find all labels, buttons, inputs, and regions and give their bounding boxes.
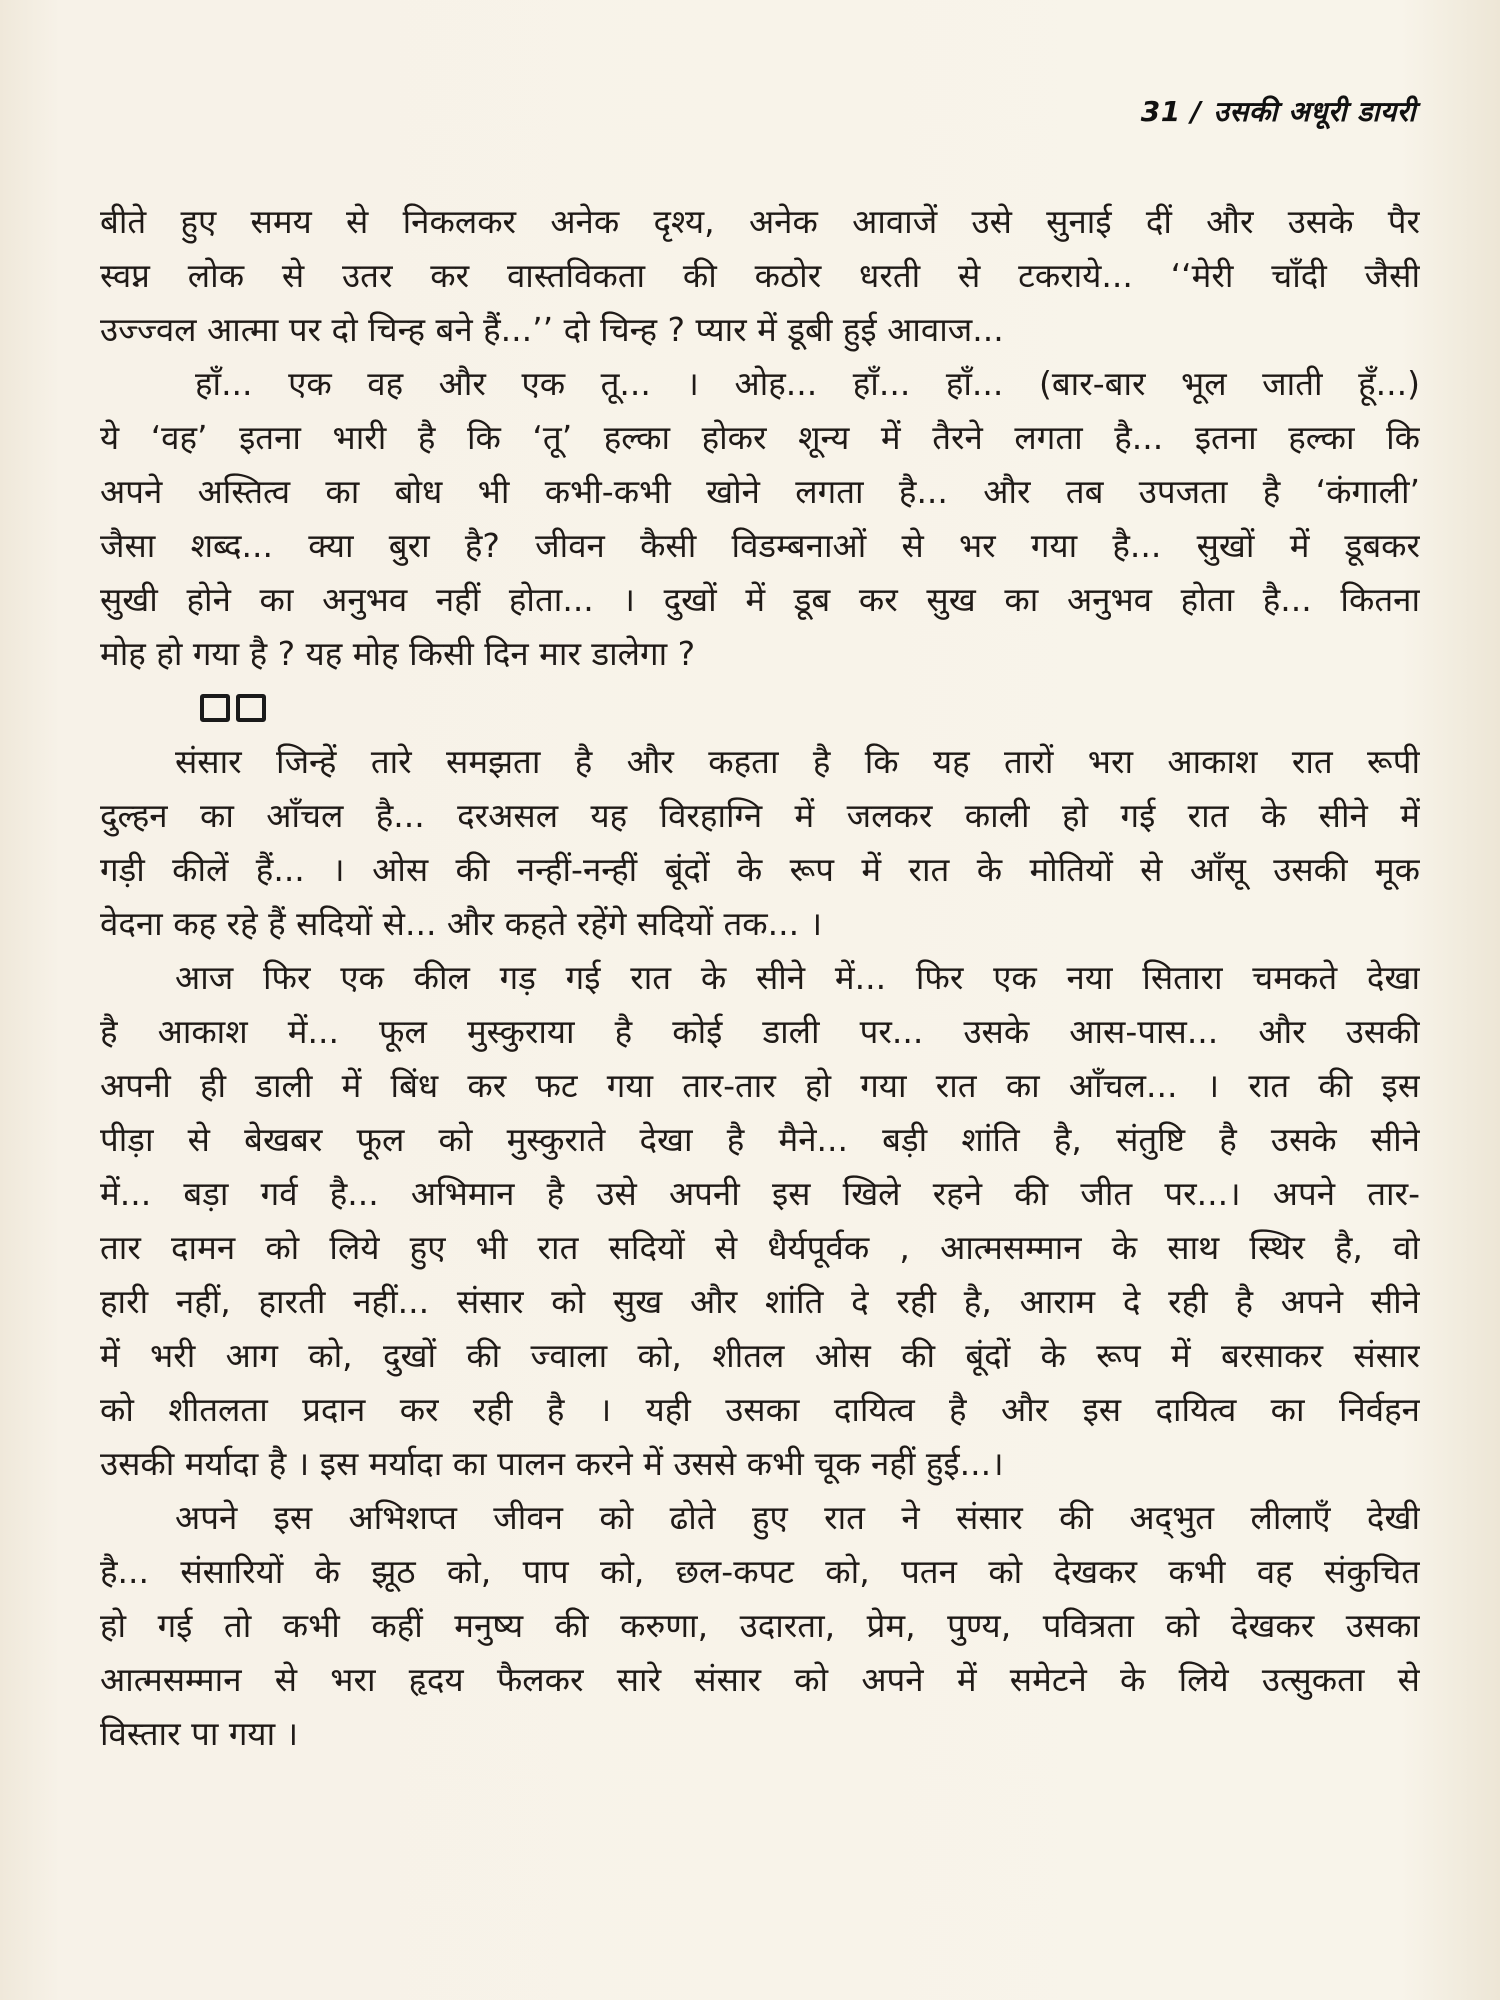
book-title: उसकी अधूरी डायरी [1213, 95, 1416, 128]
text-line: पीड़ा से बेखबर फूल को मुस्कुराते देखा है मैने... बड़ी शांति है, संतुष्टि है उसके सीने [100, 1120, 1420, 1159]
text-line: मोह हो गया है ? यह मोह किसी दिन मार डालेगा ? [100, 634, 696, 673]
text-line: हो गई तो कभी कहीं मनुष्य की करुणा, उदारता, प्रेम, पुण्य, पवित्रता को देखकर उसका [100, 1606, 1420, 1645]
text-line: में भरी आग को, दुखों की ज्वाला को, शीतल ओस की बूंदों के रूप में बरसाकर संसार [100, 1336, 1420, 1375]
text-line: हारी नहीं, हारती नहीं... संसार को सुख और शांति दे रही है, आराम दे रही है अपने सीने [100, 1282, 1420, 1321]
square-ornament-icon [236, 694, 266, 722]
text-line: में... बड़ा गर्व है... अभिमान है उसे अपनी इस खिले रहने की जीत पर...। अपने तार- [100, 1174, 1420, 1213]
page-number: 31 [1140, 95, 1181, 128]
text-line: को शीतलता प्रदान कर रही है । यही उसका दायित्व है और इस दायित्व का निर्वहन [100, 1390, 1420, 1429]
text-line: अपने इस अभिशप्त जीवन को ढोते हुए रात ने संसार की अद्‌भुत लीलाएँ देखी [175, 1498, 1420, 1537]
text-line: दुल्हन का आँचल है... दरअसल यह विरहाग्नि में जलकर काली हो गई रात के सीने में [100, 796, 1420, 835]
text-line: है आकाश में... फूल मुस्कुराया है कोई डाली पर... उसके आस-पास... और उसकी [100, 1012, 1420, 1051]
body-text [100, 195, 1420, 1761]
text-line: गड़ी कीलें हैं... । ओस की नन्हीं-नन्हीं बूंदों के रूप में रात के मोतियों से आँसू उसकी मूक [100, 850, 1420, 889]
section-break-ornament [100, 681, 1420, 735]
text-line: बीते हुए समय से निकलकर अनेक दृश्य, अनेक आवाजें उसे सुनाई दीं और उसके पैर [100, 202, 1420, 241]
text-line: वेदना कह रहे हैं सदियों से... और कहते रहेंगे सदियों तक... । [100, 904, 823, 943]
text-line: आज फिर एक कील गड़ गई रात के सीने में... फिर एक नया सितारा चमकते देखा [175, 958, 1420, 997]
text-line: हाँ... एक वह और एक तू... । ओह... हाँ... हाँ... (बार-बार भूल जाती हूँ...) [195, 364, 1420, 403]
running-header [1141, 92, 1416, 130]
text-line: अपने अस्तित्व का बोध भी कभी-कभी खोने लगता है... और तब उपजता है ‘कंगाली’ [100, 472, 1420, 511]
text-line: जैसा शब्द... क्या बुरा है? जीवन कैसी विडम्बनाओं से भर गया है... सुखों में डूबकर [100, 526, 1420, 565]
text-line: तार दामन को लिये हुए भी रात सदियों से धैर्यपूर्वक , आत्मसम्मान के साथ स्थिर है, वो [100, 1228, 1420, 1267]
text-line: ये ‘वह’ इतना भारी है कि ‘तू’ हल्का होकर शून्य में तैरने लगता है... इतना हल्का कि [100, 418, 1420, 457]
text-line: उसकी मर्यादा है । इस मर्यादा का पालन करने में उससे कभी चूक नहीं हुई...। [100, 1444, 1004, 1483]
text-line: सुखी होने का अनुभव नहीं होता... । दुखों में डूब कर सुख का अनुभव होता है... कितना [100, 580, 1420, 619]
text-line: है... संसारियों के झूठ को, पाप को, छल-कपट को, पतन को देखकर कभी वह संकुचित [100, 1552, 1420, 1591]
text-line: आत्मसम्मान से भरा हृदय फैलकर सारे संसार को अपने में समेटने के लिये उत्सुकता से [100, 1660, 1420, 1699]
text-line: विस्तार पा गया । [100, 1714, 299, 1753]
text-line: अपनी ही डाली में बिंध कर फट गया तार-तार हो गया रात का आँचल... । रात की इस [100, 1066, 1420, 1105]
header-separator: / [1190, 95, 1202, 128]
text-line: स्वप्न लोक से उतर कर वास्तविकता की कठोर धरती से टकराये... ‘‘मेरी चाँदी जैसी [100, 256, 1420, 295]
square-ornament-icon [200, 694, 230, 722]
text-line: उज्ज्वल आत्मा पर दो चिन्ह बने हैं...’’ दो चिन्ह ? प्यार में डूबी हुई आवाज... [100, 310, 1004, 349]
text-line: संसार जिन्हें तारे समझता है और कहता है कि यह तारों भरा आकाश रात रूपी [175, 742, 1420, 781]
